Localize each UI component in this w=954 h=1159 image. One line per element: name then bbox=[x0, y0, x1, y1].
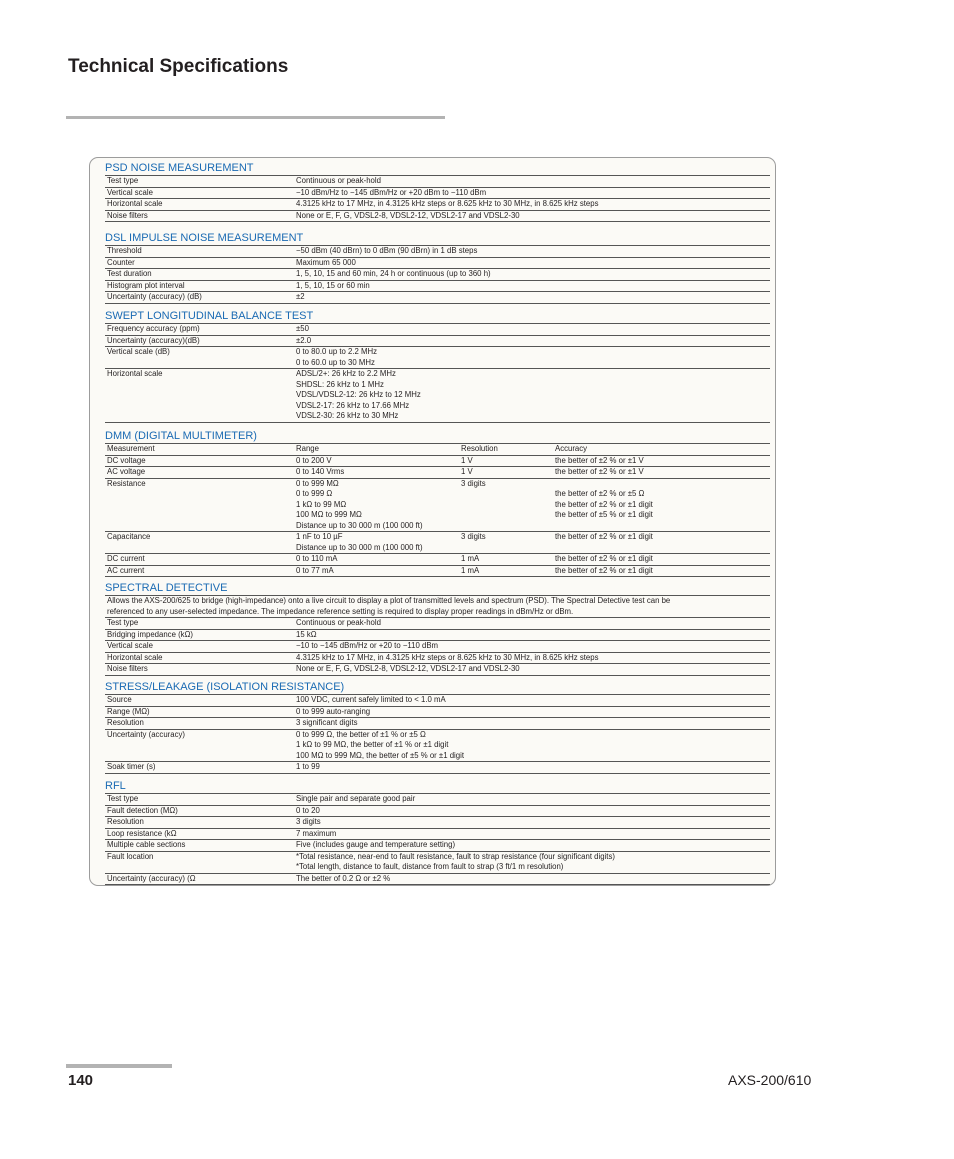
dmm-cell bbox=[555, 456, 770, 467]
description-line: Allows the AXS-200/625 to bridge (high-impedance) onto a live circuit to display a plot of transmitted levels and spectrum (PSD). The Spectral Detective test can be bbox=[107, 596, 671, 605]
dmm-cell bbox=[555, 566, 770, 577]
description-line: referenced to any user-selected impedance. The impedance reference setting is required to display proper readings in dBm/Hz or dBm. bbox=[107, 606, 574, 616]
dmm-cell-line: 0 to 200 V bbox=[296, 455, 332, 465]
spec-row bbox=[105, 630, 770, 642]
spec-value: ±2 bbox=[296, 292, 305, 301]
spec-label: Loop resistance (kΩ bbox=[107, 828, 177, 838]
spec-row bbox=[105, 176, 770, 188]
spec-row bbox=[105, 794, 770, 806]
spec-value: 3 digits bbox=[296, 817, 321, 826]
spec-label: Test type bbox=[107, 176, 139, 185]
dmm-cell-line: the better of ±2 % or ±1 digit bbox=[555, 532, 653, 541]
spectral-description bbox=[105, 596, 770, 618]
section-heading: DSL IMPULSE NOISE MEASUREMENT bbox=[105, 232, 304, 244]
spec-value: 1 kΩ to 99 MΩ, the better of ±1 % or ±1 digit bbox=[296, 740, 449, 749]
rfl-section bbox=[105, 780, 770, 885]
spec-row bbox=[105, 817, 770, 829]
spec-row bbox=[105, 618, 770, 630]
dmm-cell bbox=[296, 532, 461, 553]
dmm-cell-line: 1 mA bbox=[461, 565, 480, 575]
spec-label: Resolution bbox=[107, 718, 144, 727]
spec-value: 7 maximum bbox=[296, 828, 337, 838]
dmm-cell-line: 1 V bbox=[461, 467, 473, 476]
footer-divider bbox=[66, 1064, 172, 1068]
spec-row bbox=[105, 852, 770, 874]
spec-value: 0 to 999 auto-ranging bbox=[296, 706, 371, 716]
dmm-section bbox=[105, 430, 770, 577]
dmm-cell-line: 0 to 110 mA bbox=[296, 554, 338, 563]
dmm-cell-line: Resistance bbox=[107, 478, 146, 488]
spec-value: The better of 0.2 Ω or ±2 % bbox=[296, 873, 391, 883]
dmm-cell bbox=[461, 554, 555, 565]
spec-label: Histogram plot interval bbox=[107, 280, 185, 290]
spec-label: Uncertainty (accuracy)(dB) bbox=[107, 335, 200, 345]
dmm-cell-line: Capacitance bbox=[107, 532, 151, 541]
spec-label: Horizontal scale bbox=[107, 369, 163, 378]
spec-values bbox=[296, 817, 770, 828]
psd-noise-section bbox=[105, 162, 770, 222]
spec-row bbox=[105, 874, 770, 886]
spec-label: Range (MΩ) bbox=[107, 706, 150, 716]
spec-value: 0 to 20 bbox=[296, 805, 320, 815]
spec-label: Soak timer (s) bbox=[107, 762, 156, 771]
spec-row bbox=[105, 840, 770, 852]
spec-values bbox=[296, 347, 770, 368]
spec-value: 0 to 80.0 up to 2.2 MHz bbox=[296, 347, 378, 356]
spec-values bbox=[296, 874, 770, 885]
spec-row bbox=[105, 211, 770, 223]
dmm-cell-line: the better of ±2 % or ±1 digit bbox=[555, 554, 653, 563]
dmm-cell bbox=[555, 532, 770, 553]
spec-value: Continuous or peak-hold bbox=[296, 176, 381, 185]
spec-label: Noise filters bbox=[107, 210, 148, 220]
dmm-cell-line: the better of ±2 % or ±1 digit bbox=[555, 565, 653, 575]
spec-label: Fault location bbox=[107, 851, 154, 861]
dmm-cell-line: DC current bbox=[107, 554, 145, 563]
dmm-cell-line: 0 to 999 MΩ bbox=[296, 478, 339, 488]
dmm-cell-line: 3 digits bbox=[461, 532, 486, 541]
dmm-cell bbox=[105, 554, 296, 565]
spec-value: −10 to −145 dBm/Hz or +20 to −110 dBm bbox=[296, 641, 439, 650]
longitudinal-balance-section bbox=[105, 310, 770, 423]
spec-value: SHDSL: 26 kHz to 1 MHz bbox=[296, 379, 384, 389]
dmm-row bbox=[105, 554, 770, 566]
spec-value: None or E, F, G, VDSL2-8, VDSL2-12, VDSL2-17 and VDSL2-30 bbox=[296, 664, 520, 673]
spec-label: Frequency accuracy (ppm) bbox=[107, 324, 200, 333]
impulse-noise-section bbox=[105, 232, 770, 304]
dmm-cell-line: 100 MΩ to 999 MΩ bbox=[296, 510, 362, 519]
spec-values bbox=[296, 707, 770, 718]
spec-row bbox=[105, 199, 770, 211]
spec-value: Continuous or peak-hold bbox=[296, 618, 381, 627]
page-title: Technical Specifications bbox=[68, 56, 289, 77]
dmm-cell-line bbox=[555, 479, 770, 490]
dmm-cell bbox=[461, 456, 555, 467]
spec-label: Uncertainty (accuracy) (dB) bbox=[107, 292, 202, 301]
dmm-cell bbox=[105, 532, 296, 553]
dmm-cell-line: DC voltage bbox=[107, 455, 146, 465]
dmm-cell-line: AC voltage bbox=[107, 467, 146, 476]
spec-label: Horizontal scale bbox=[107, 199, 163, 208]
section-heading: SPECTRAL DETECTIVE bbox=[105, 582, 228, 594]
spec-value: None or E, F, G, VDSL2-8, VDSL2-12, VDSL2-17 and VDSL2-30 bbox=[296, 210, 520, 220]
spec-row bbox=[105, 695, 770, 707]
spec-label: Counter bbox=[107, 257, 135, 267]
dmm-row bbox=[105, 479, 770, 533]
spec-row bbox=[105, 762, 770, 774]
spec-value: 0 to 999 Ω, the better of ±1 % or ±5 Ω bbox=[296, 729, 426, 739]
dmm-cell-line: the better of ±2 % or ±1 digit bbox=[555, 499, 653, 509]
dmm-cell-line: 0 to 77 mA bbox=[296, 565, 334, 575]
spec-label: Test type bbox=[107, 618, 139, 627]
dmm-cell-line: 0 to 999 Ω bbox=[296, 489, 333, 498]
spec-label: Vertical scale bbox=[107, 187, 153, 197]
dmm-column-header: Accuracy bbox=[555, 444, 588, 453]
dmm-cell-line: the better of ±2 % or ±5 Ω bbox=[555, 489, 645, 498]
spec-value: 1, 5, 10, 15 or 60 min bbox=[296, 280, 370, 290]
spec-value: VDSL2-30: 26 kHz to 30 MHz bbox=[296, 411, 399, 420]
spec-values bbox=[296, 324, 770, 335]
spec-value: 3 significant digits bbox=[296, 718, 358, 727]
spec-values bbox=[296, 369, 770, 422]
spec-row bbox=[105, 730, 770, 763]
spec-label: Fault detection (MΩ) bbox=[107, 805, 178, 815]
spec-row bbox=[105, 292, 770, 304]
spec-values bbox=[296, 762, 770, 773]
dmm-cell bbox=[461, 479, 555, 532]
dmm-header-row bbox=[105, 444, 770, 456]
dmm-cell bbox=[461, 532, 555, 553]
spec-value: 100 MΩ to 999 MΩ, the better of ±5 % or ±1 digit bbox=[296, 750, 465, 760]
dmm-cell-line: AC current bbox=[107, 565, 145, 575]
spec-row bbox=[105, 641, 770, 653]
spec-row bbox=[105, 324, 770, 336]
spec-label: Bridging impedance (kΩ) bbox=[107, 629, 194, 639]
dmm-cell bbox=[296, 566, 461, 577]
spec-label: Resolution bbox=[107, 817, 144, 826]
spec-label: Vertical scale (dB) bbox=[107, 347, 170, 356]
dmm-row bbox=[105, 456, 770, 468]
spec-label: Horizontal scale bbox=[107, 652, 163, 662]
spec-value: VDSL2-17: 26 kHz to 17.66 MHz bbox=[296, 400, 410, 410]
spec-value: ±2.0 bbox=[296, 335, 312, 345]
stress-leakage-section bbox=[105, 681, 770, 774]
spec-row bbox=[105, 281, 770, 293]
spec-value: −50 dBm (40 dBrn) to 0 dBm (90 dBrn) in 1 dB steps bbox=[296, 246, 478, 255]
spec-value: *Total length, distance to fault, distance from fault to strap (3 ft/1 m resolution) bbox=[296, 862, 564, 871]
section-heading: RFL bbox=[105, 780, 126, 792]
title-divider bbox=[66, 116, 445, 119]
dmm-cell-line: Distance up to 30 000 m (100 000 ft) bbox=[296, 520, 423, 530]
spec-row bbox=[105, 369, 770, 423]
spec-label: Source bbox=[107, 695, 132, 704]
spec-label: Noise filters bbox=[107, 664, 148, 673]
dmm-cell bbox=[555, 554, 770, 565]
spec-label: Test duration bbox=[107, 269, 152, 278]
dmm-cell bbox=[555, 479, 770, 532]
dmm-cell bbox=[105, 479, 296, 532]
dmm-cell bbox=[555, 467, 770, 478]
spec-row bbox=[105, 653, 770, 665]
spec-row bbox=[105, 269, 770, 281]
section-heading: SWEPT LONGITUDINAL BALANCE TEST bbox=[105, 310, 314, 322]
spec-row bbox=[105, 336, 770, 348]
dmm-row bbox=[105, 566, 770, 578]
dmm-cell bbox=[461, 566, 555, 577]
spec-row bbox=[105, 664, 770, 676]
dmm-cell bbox=[296, 554, 461, 565]
document-model: AXS-200/610 bbox=[728, 1072, 812, 1088]
spec-value: 4.3125 kHz to 17 MHz, in 4.3125 kHz steps or 8.625 kHz to 30 MHz, in 8.625 kHz steps bbox=[296, 652, 599, 662]
spec-values bbox=[296, 695, 770, 706]
spec-label: Test type bbox=[107, 794, 139, 803]
dmm-column-header: Resolution bbox=[461, 444, 498, 453]
spec-value: 4.3125 kHz to 17 MHz, in 4.3125 kHz steps or 8.625 kHz to 30 MHz, in 8.625 kHz steps bbox=[296, 199, 599, 208]
dmm-cell-line: Distance up to 30 000 m (100 000 ft) bbox=[296, 542, 423, 552]
page-number: 140 bbox=[68, 1072, 94, 1089]
spec-value: ±50 bbox=[296, 324, 309, 333]
spec-value: 1 to 99 bbox=[296, 762, 320, 771]
section-heading: STRESS/LEAKAGE (ISOLATION RESISTANCE) bbox=[105, 681, 345, 693]
spec-values bbox=[296, 794, 770, 805]
spectral-detective-section bbox=[105, 582, 770, 676]
spec-value: VDSL/VDSL2-12: 26 kHz to 12 MHz bbox=[296, 390, 421, 399]
spec-label: Uncertainty (accuracy) bbox=[107, 729, 185, 739]
spec-value: *Total resistance, near-end to fault resistance, fault to strap resistance (four significant digits) bbox=[296, 851, 615, 861]
dmm-cell-line: the better of ±5 % or ±1 digit bbox=[555, 510, 653, 519]
spec-value: 0 to 60.0 up to 30 MHz bbox=[296, 357, 375, 367]
dmm-cell bbox=[296, 456, 461, 467]
spec-label: Threshold bbox=[107, 246, 142, 255]
dmm-column-header: Measurement bbox=[107, 444, 155, 453]
spec-row bbox=[105, 707, 770, 719]
spec-label: Uncertainty (accuracy) (Ω bbox=[107, 873, 196, 883]
dmm-cell-line: 0 to 140 Vrms bbox=[296, 467, 345, 476]
dmm-cell bbox=[296, 467, 461, 478]
spec-row bbox=[105, 188, 770, 200]
spec-values bbox=[296, 829, 770, 840]
spec-value: 15 kΩ bbox=[296, 629, 317, 639]
spec-value: Five (includes gauge and temperature setting) bbox=[296, 840, 456, 849]
spec-values bbox=[296, 852, 770, 873]
spec-value: Maximum 65 000 bbox=[296, 257, 356, 267]
dmm-cell bbox=[461, 467, 555, 478]
spec-label: Multiple cable sections bbox=[107, 840, 186, 849]
spec-values bbox=[296, 730, 770, 762]
dmm-cell bbox=[296, 479, 461, 532]
spec-values bbox=[296, 806, 770, 817]
section-heading: PSD NOISE MEASUREMENT bbox=[105, 162, 254, 174]
dmm-cell-line: 3 digits bbox=[461, 478, 486, 488]
spec-label: Vertical scale bbox=[107, 641, 153, 650]
spec-panel bbox=[89, 157, 776, 886]
dmm-cell-line: 1 mA bbox=[461, 554, 480, 563]
dmm-row bbox=[105, 467, 770, 479]
spec-row bbox=[105, 718, 770, 730]
spec-row bbox=[105, 246, 770, 258]
spec-values bbox=[296, 336, 770, 347]
spec-value: −10 dBm/Hz to −145 dBm/Hz or +20 dBm to −110 dBm bbox=[296, 187, 487, 197]
spec-row bbox=[105, 806, 770, 818]
spec-values bbox=[296, 718, 770, 729]
dmm-cell-line: the better of ±2 % or ±1 V bbox=[555, 455, 644, 465]
spec-value: 1, 5, 10, 15 and 60 min, 24 h or continuous (up to 360 h) bbox=[296, 269, 491, 278]
dmm-column-header: Range bbox=[296, 444, 319, 453]
spec-values bbox=[296, 840, 770, 851]
dmm-cell bbox=[105, 467, 296, 478]
spec-value: Single pair and separate good pair bbox=[296, 794, 416, 803]
spec-row bbox=[105, 258, 770, 270]
dmm-cell-line: 1 V bbox=[461, 455, 473, 465]
spec-value: ADSL/2+: 26 kHz to 2.2 MHz bbox=[296, 369, 396, 378]
dmm-cell-line: 1 kΩ to 99 MΩ bbox=[296, 499, 347, 509]
dmm-row bbox=[105, 532, 770, 554]
spec-value: 100 VDC, current safely limited to < 1.0 mA bbox=[296, 695, 446, 704]
section-heading: DMM (DIGITAL MULTIMETER) bbox=[105, 430, 257, 442]
dmm-cell-line: the better of ±2 % or ±1 V bbox=[555, 467, 644, 476]
dmm-cell bbox=[105, 456, 296, 467]
dmm-cell bbox=[105, 566, 296, 577]
spec-row bbox=[105, 347, 770, 369]
dmm-cell-line: 1 nF to 10 µF bbox=[296, 532, 343, 541]
spec-row bbox=[105, 829, 770, 841]
